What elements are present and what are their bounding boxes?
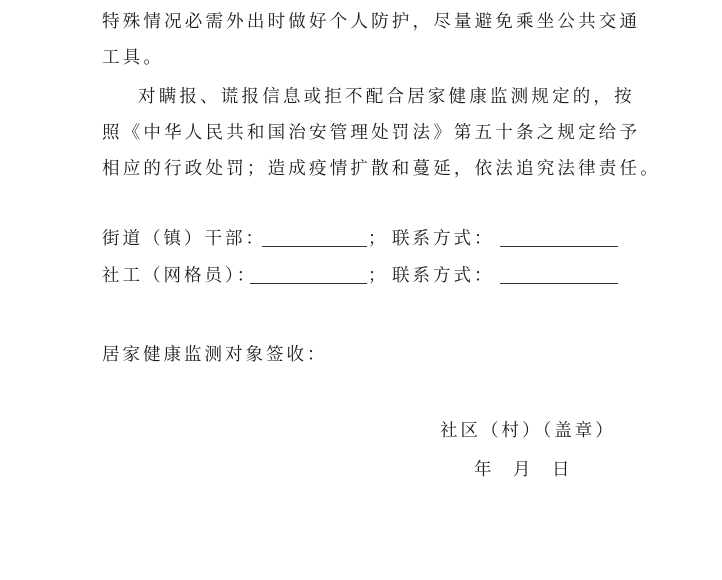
social-worker-name-blank	[250, 283, 367, 284]
street-official-contact-blank	[500, 246, 618, 247]
contact-separator: ；	[368, 229, 389, 249]
date-month-label: 月	[513, 460, 531, 480]
paragraph-1-line-2: 工具。	[102, 48, 165, 68]
social-worker-contact-blank	[500, 283, 618, 284]
street-official-label: 街道（镇）干部：	[102, 229, 266, 249]
paragraph-2-line-3: 相应的行政处罚；造成疫情扩散和蔓延，依法追究法律责任。	[102, 159, 661, 179]
community-stamp-label: 社区（村）（盖章）	[440, 421, 616, 441]
street-official-contact-label: 联系方式：	[392, 229, 495, 249]
social-worker-label: 社工（网格员）：	[102, 266, 258, 286]
recipient-signature-label: 居家健康监测对象签收：	[102, 345, 328, 365]
notice-paragraph-2	[102, 79, 661, 187]
paragraph-1-line-1: 特殊情况必需外出时做好个人防护，尽量避免乘坐公共交通	[102, 12, 641, 32]
date-year-label: 年	[474, 460, 492, 480]
street-official-name-blank	[262, 246, 367, 247]
date-line	[0, 455, 722, 485]
notice-paragraph-1	[102, 4, 641, 76]
paragraph-2-line-2: 照《中华人民共和国治安管理处罚法》第五十条之规定给予	[102, 123, 641, 143]
social-worker-contact-label: 联系方式：	[392, 266, 495, 286]
contact-separator: ；	[368, 266, 389, 286]
date-day-label: 日	[552, 460, 570, 480]
paragraph-2-line-1: 对瞒报、谎报信息或拒不配合居家健康监测规定的，按	[138, 87, 635, 107]
contact-row-social-worker	[102, 261, 632, 291]
contact-row-street-official	[102, 224, 632, 254]
